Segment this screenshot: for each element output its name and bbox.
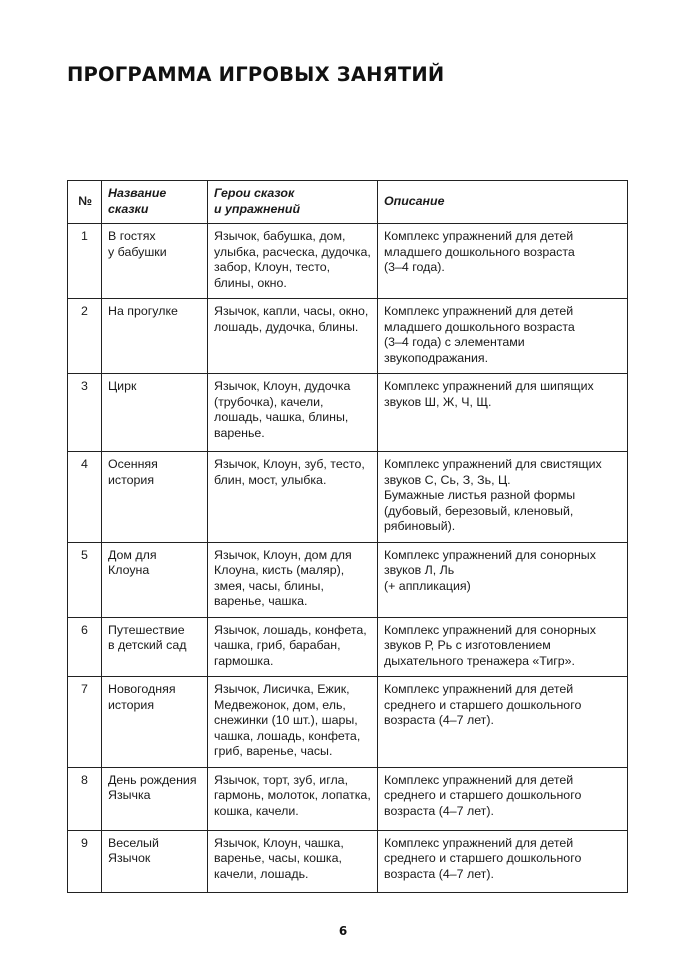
tale-name: День рождения Язычка xyxy=(102,767,208,830)
tale-description: Комплекс упражнений для сонорных звуков Р, Рь с изготовлением дыхательного тренажера «Тигр». xyxy=(378,617,628,677)
header-heroes: Герои сказок и упражнений xyxy=(208,181,378,224)
header-tale-name: Название сказки xyxy=(102,181,208,224)
tale-description: Комплекс упражнений для детей младшего дошкольного возраста (3–4 года) с элементами звукоподражания. xyxy=(378,299,628,374)
tale-name: Путешествие в детский сад xyxy=(102,617,208,677)
page-number: 6 xyxy=(338,924,348,938)
page-title: ПРОГРАММА ИГРОВЫХ ЗАНЯТИЙ xyxy=(67,63,445,86)
tale-description: Комплекс упражнений для детей среднего и старшего дошкольного возраста (4–7 лет). xyxy=(378,830,628,892)
row-number: 8 xyxy=(68,767,102,830)
tale-heroes: Язычок, Клоун, дудочка (трубочка), качели, лошадь, чашка, блины, варенье. xyxy=(208,374,378,452)
tale-description: Комплекс упражнений для шипящих звуков Ш, Ж, Ч, Щ. xyxy=(378,374,628,452)
tale-description: Комплекс упражнений для детей среднего и старшего дошкольного возраста (4–7 лет). xyxy=(378,677,628,768)
tale-description: Комплекс упражнений для детей младшего дошкольного возраста (3–4 года). xyxy=(378,224,628,299)
table-row xyxy=(68,830,628,892)
table-row xyxy=(68,767,628,830)
table-row xyxy=(68,542,628,617)
header-number: № xyxy=(68,181,102,224)
row-number: 6 xyxy=(68,617,102,677)
table-row xyxy=(68,677,628,768)
tale-heroes: Язычок, бабушка, дом, улыбка, расческа, дудочка, забор, Клоун, тесто, блины, окно. xyxy=(208,224,378,299)
row-number: 3 xyxy=(68,374,102,452)
tale-heroes: Язычок, торт, зуб, игла, гармонь, молоток, лопатка, кошка, качели. xyxy=(208,767,378,830)
tale-name: Новогодняя история xyxy=(102,677,208,768)
tale-heroes: Язычок, Клоун, дом для Клоуна, кисть (маляр), змея, часы, блины, варенье, чашка. xyxy=(208,542,378,617)
tale-name: Дом для Клоуна xyxy=(102,542,208,617)
tale-description: Комплекс упражнений для детей среднего и старшего дошкольного возраста (4–7 лет). xyxy=(378,767,628,830)
row-number: 2 xyxy=(68,299,102,374)
table-row xyxy=(68,299,628,374)
tale-name: На прогулке xyxy=(102,299,208,374)
table-row xyxy=(68,224,628,299)
tale-description: Комплекс упражнений для сонорных звуков Л, Ль (+ аппликация) xyxy=(378,542,628,617)
row-number: 9 xyxy=(68,830,102,892)
row-number: 4 xyxy=(68,452,102,543)
tale-name: Веселый Язычок xyxy=(102,830,208,892)
tale-name: Цирк xyxy=(102,374,208,452)
tale-heroes: Язычок, лошадь, конфета, чашка, гриб, барабан, гармошка. xyxy=(208,617,378,677)
table-row xyxy=(68,617,628,677)
tale-heroes: Язычок, Клоун, чашка, варенье, часы, кошка, качели, лошадь. xyxy=(208,830,378,892)
tale-description: Комплекс упражнений для свистящих звуков С, Сь, З, Зь, Ц. Бумажные листья разной формы (дубовый, березовый, кленовый, рябиновый). xyxy=(378,452,628,543)
program-table xyxy=(67,180,628,893)
tale-name: В гостях у бабушки xyxy=(102,224,208,299)
row-number: 7 xyxy=(68,677,102,768)
tale-heroes: Язычок, капли, часы, окно, лошадь, дудочка, блины. xyxy=(208,299,378,374)
tale-heroes: Язычок, Клоун, зуб, тесто, блин, мост, улыбка. xyxy=(208,452,378,543)
header-description: Описание xyxy=(378,181,628,224)
row-number: 1 xyxy=(68,224,102,299)
tale-heroes: Язычок, Лисичка, Ежик, Медвежонок, дом, ель, снежинки (10 шт.), шары, чашка, лошадь, конфета, гриб, варенье, часы. xyxy=(208,677,378,768)
row-number: 5 xyxy=(68,542,102,617)
table-row xyxy=(68,374,628,452)
table-row xyxy=(68,452,628,543)
table-header-row xyxy=(68,181,628,224)
tale-name: Осенняя история xyxy=(102,452,208,543)
